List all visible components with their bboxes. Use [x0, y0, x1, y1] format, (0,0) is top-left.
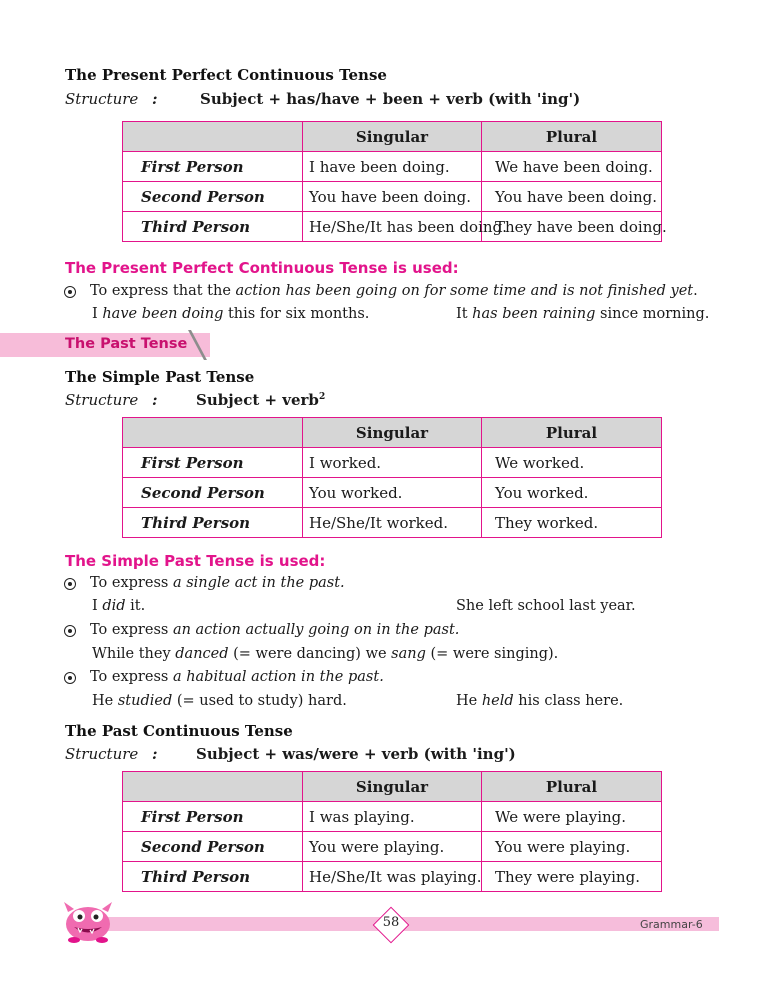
section-title-simple-past: The Simple Past Tense: [65, 368, 255, 386]
example-text: She left school last year.: [456, 598, 636, 614]
person-cell: First Person: [123, 152, 303, 182]
table-header-singular: Singular: [303, 772, 482, 802]
singular-cell: I worked.: [303, 448, 482, 478]
example-text: I have been doing this for six months.: [92, 306, 370, 322]
table-row: [123, 802, 662, 832]
plural-cell: You were playing.: [482, 832, 662, 862]
conjugation-table: [122, 121, 667, 242]
usage-text: To express a single act in the past.: [90, 575, 345, 591]
structure-label: Structure: [65, 391, 139, 409]
structure-line: [65, 90, 665, 110]
person-cell: First Person: [123, 802, 303, 832]
structure-line: [65, 391, 665, 411]
plural-cell: We were playing.: [482, 802, 662, 832]
structure-colon: :: [152, 90, 158, 108]
bullet-icon: [64, 625, 76, 637]
usage-heading: The Present Perfect Continuous Tense is used:: [65, 259, 459, 277]
table-row: [123, 152, 662, 182]
table-row: [123, 448, 662, 478]
structure-formula: Subject + has/have + been + verb (with 'ing'): [200, 90, 581, 108]
book-title: Grammar-6: [640, 918, 703, 931]
person-cell: Second Person: [123, 478, 303, 508]
example-text: I did it.: [92, 598, 146, 614]
table-row: [123, 182, 662, 212]
section-title-past-continuous: The Past Continuous Tense: [65, 722, 293, 740]
conjugation-table: [122, 417, 662, 538]
plural-cell: They were playing.: [482, 862, 662, 892]
person-cell: Third Person: [123, 212, 303, 242]
person-cell: First Person: [123, 448, 303, 478]
structure-line: [65, 745, 665, 765]
structure-formula: Subject + was/were + verb (with 'ing'): [196, 745, 516, 763]
example-text: It has been raining since morning.: [456, 306, 710, 322]
bullet-icon: [64, 672, 76, 684]
plural-cell: You worked.: [482, 478, 662, 508]
table-row: [123, 832, 662, 862]
usage-text: To express an action actually going on in the past.: [90, 622, 460, 638]
person-cell: Third Person: [123, 508, 303, 538]
band-title: The Past Tense: [65, 336, 188, 352]
bullet-icon: [64, 286, 76, 298]
person-cell: Second Person: [123, 182, 303, 212]
table-row: [123, 212, 662, 242]
structure-label: Structure: [65, 90, 139, 108]
singular-cell: You were playing.: [303, 832, 482, 862]
plural-cell: They worked.: [482, 508, 662, 538]
plural-cell: We worked.: [482, 448, 662, 478]
table-header-row: [123, 122, 662, 152]
plural-cell: You have been doing.: [482, 182, 662, 212]
table-header-row: [123, 418, 662, 448]
plural-cell: They have been doing.: [482, 212, 662, 242]
structure-label: Structure: [65, 745, 139, 763]
bullet-icon: [64, 578, 76, 590]
table-header-plural: Plural: [482, 772, 662, 802]
table-header-empty: [123, 772, 303, 802]
table-header-plural: Plural: [482, 418, 662, 448]
structure-colon: :: [152, 391, 158, 409]
singular-cell: He/She/It was playing.: [303, 862, 482, 892]
table-header-singular: Singular: [303, 122, 482, 152]
conjugation-table: [122, 771, 662, 892]
table-row: [123, 508, 662, 538]
table-header-singular: Singular: [303, 418, 482, 448]
example-text: He held his class here.: [456, 693, 624, 709]
table-header-empty: [123, 418, 303, 448]
person-cell: Third Person: [123, 862, 303, 892]
singular-cell: You worked.: [303, 478, 482, 508]
usage-text: To express that the action has been going on for some time and is not finished yet.: [90, 283, 698, 299]
person-cell: Second Person: [123, 832, 303, 862]
table-header-plural: Plural: [482, 122, 662, 152]
table-header-empty: [123, 122, 303, 152]
singular-cell: He/She/It has been doing.: [303, 212, 482, 242]
example-text: While they danced (= were dancing) we sang (= were singing).: [92, 646, 559, 662]
singular-cell: I have been doing.: [303, 152, 482, 182]
singular-cell: He/She/It worked.: [303, 508, 482, 538]
plural-cell: We have been doing.: [482, 152, 662, 182]
usage-heading: The Simple Past Tense is used:: [65, 552, 326, 570]
table-row: [123, 862, 662, 892]
page-number: 58: [382, 915, 400, 930]
singular-cell: I was playing.: [303, 802, 482, 832]
structure-colon: :: [152, 745, 158, 763]
usage-text: To express a habitual action in the past.: [90, 669, 384, 685]
monster-mascot-icon: [60, 898, 116, 944]
structure-formula: Subject + verb$^2$: [196, 391, 326, 409]
singular-cell: You have been doing.: [303, 182, 482, 212]
example-text: He studied (= used to study) hard.: [92, 693, 347, 709]
table-header-row: [123, 772, 662, 802]
section-title-present-perfect-continuous: The Present Perfect Continuous Tense: [65, 66, 387, 84]
table-row: [123, 478, 662, 508]
